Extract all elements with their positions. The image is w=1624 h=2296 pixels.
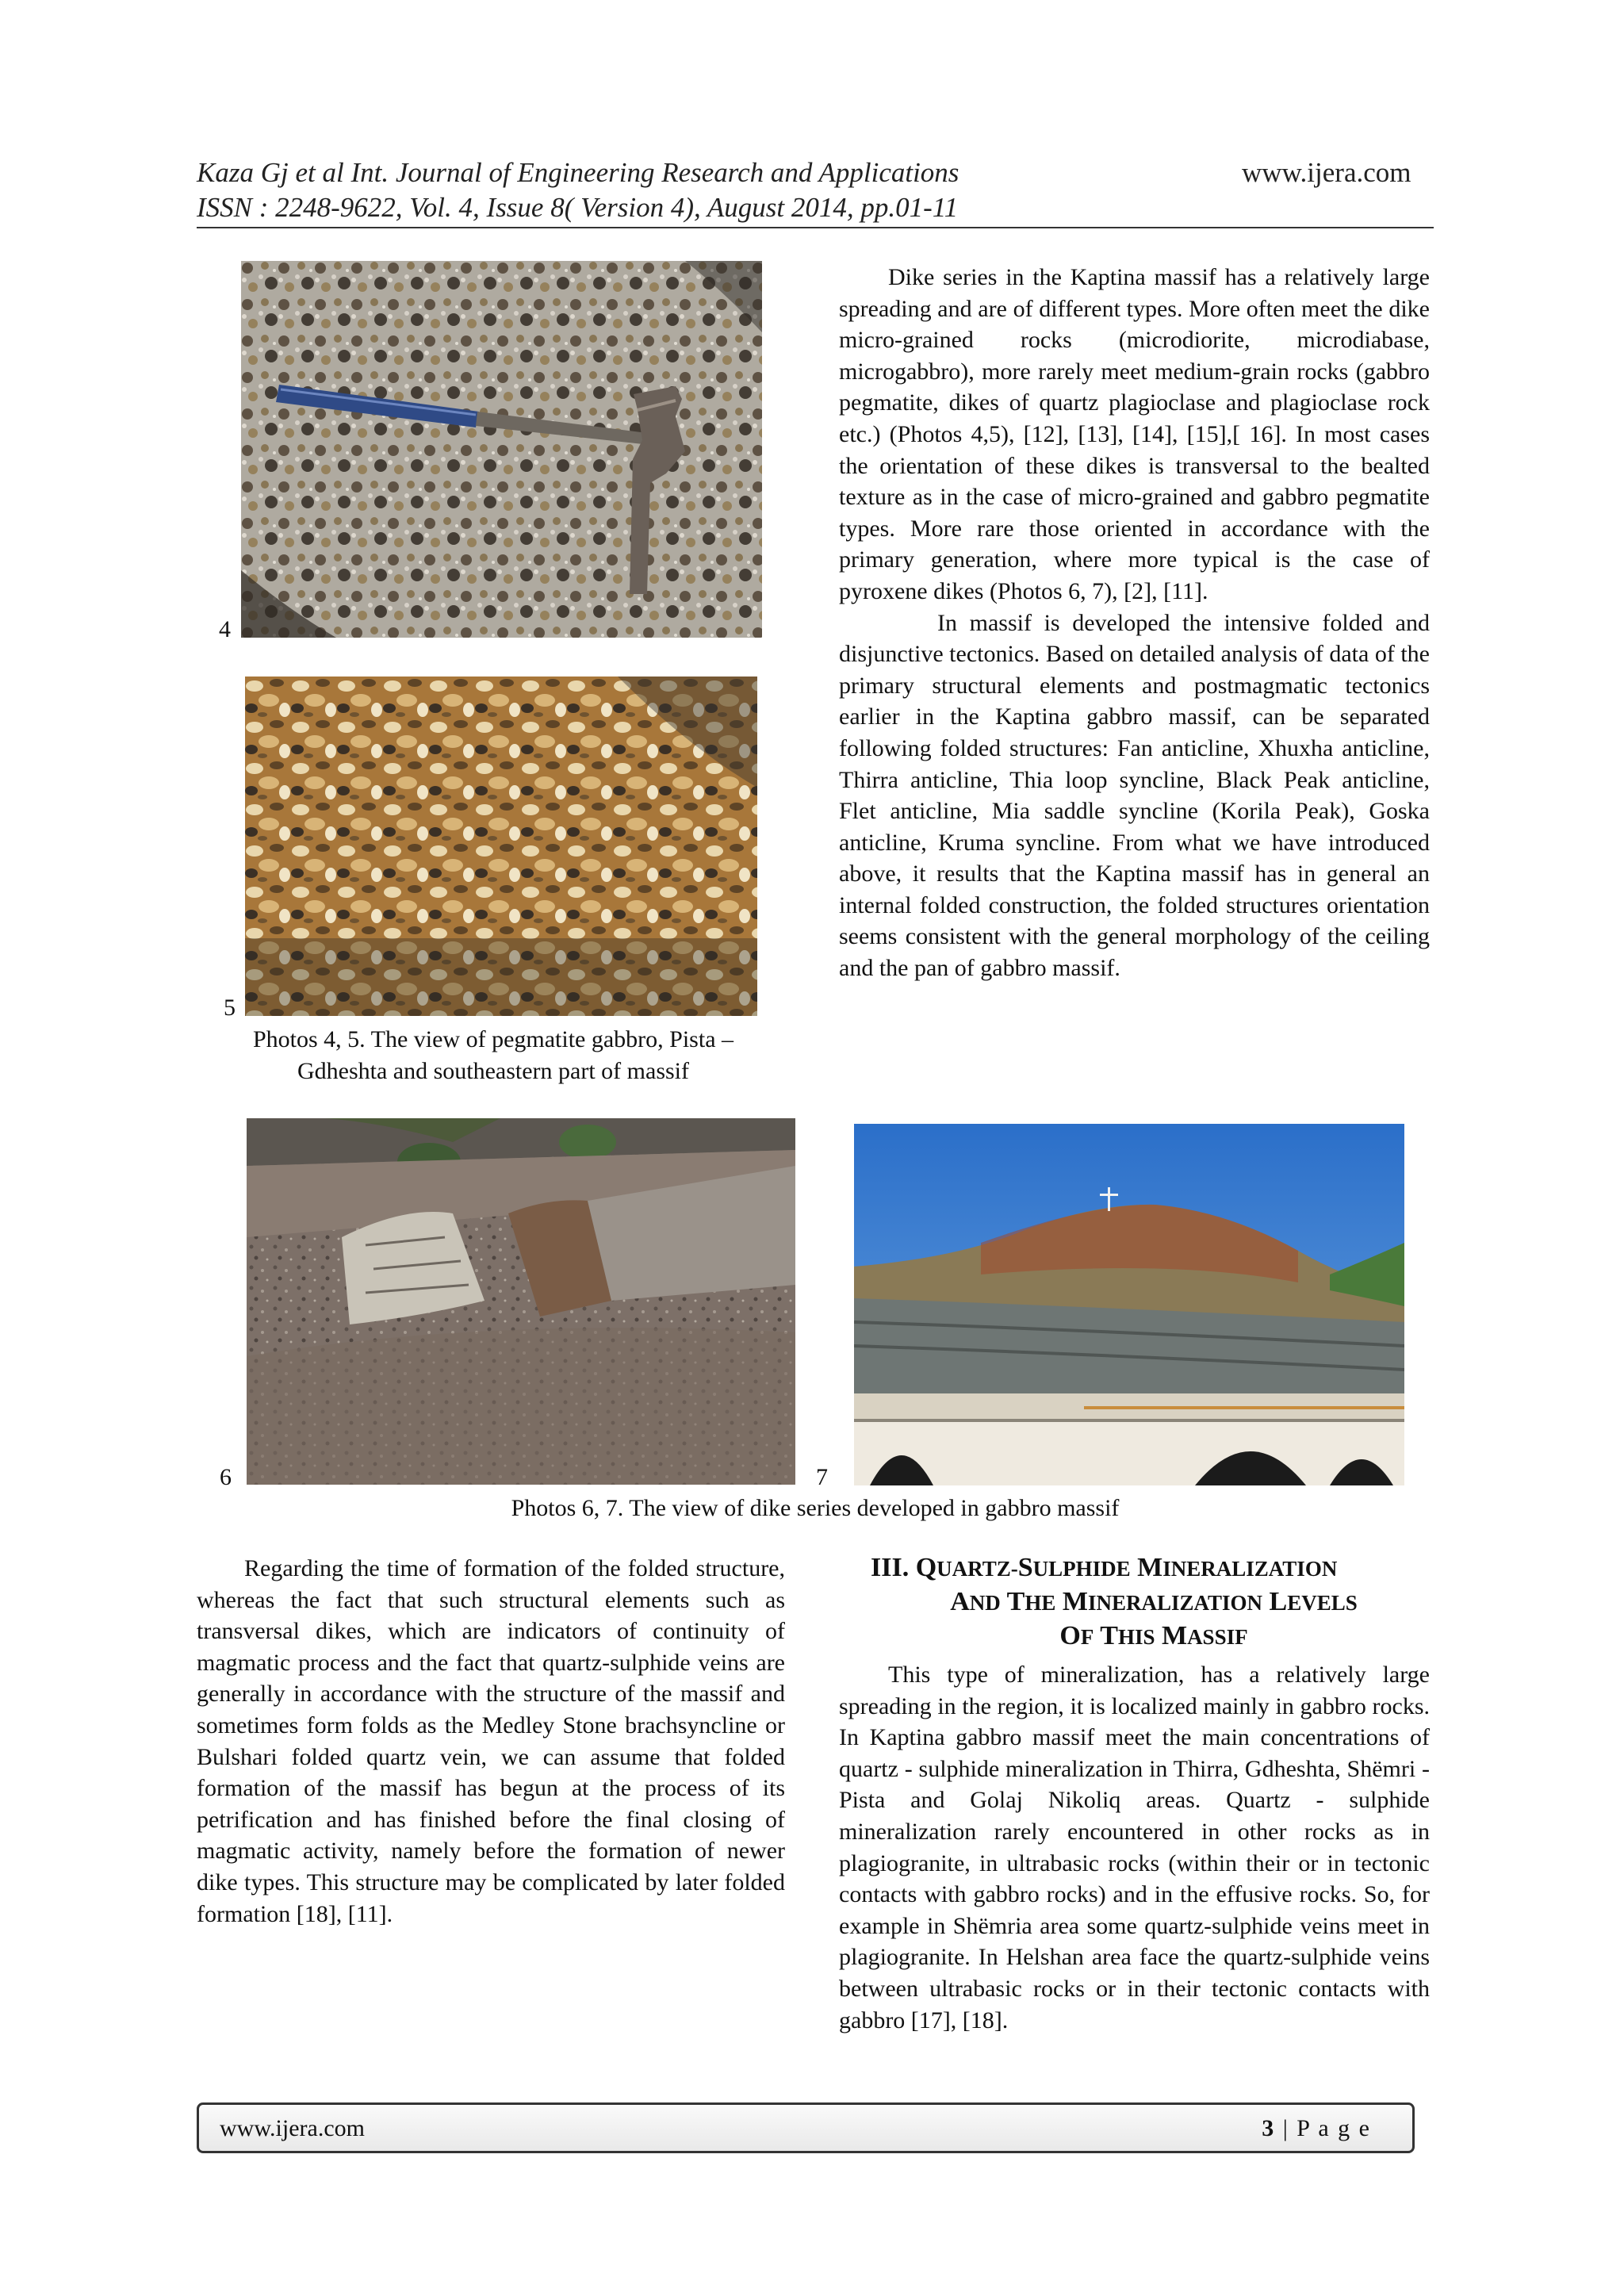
photo-6-dike-slope [247,1118,795,1485]
paragraph-dike-series: Dike series in the Kaptina massif has a relatively large spreading and are of different types. More often meet the dike micro-grained rocks (microdiorite, microdiabase, microgabbro), more rarely meet medium-grain rocks (gabbro pegmatite, dikes of quartz plagioclase and plagioclase rock etc.) (Photos 4,5), [12], [13], [14], [15],[ 16]. In most cases the orientation of these dikes is transversal to the bealted texture as in the case of micro-grained and gabbro pegmatite types. More rare those oriented in accordance with the primary generation, where more typical is the case of pyroxene dikes (Photos 6, 7), [2], [11]. [839,264,1430,604]
paragraph-folded-formation: Regarding the time of formation of the folded structure, whereas the fact that such structural elements such as transversal dikes, which are indicators of continuity of magmatic process and the fact that quartz-sulphide veins are generally in accordance with the structure of the massif and sometimes form folds as the Medley Stone brachsyncline or Bulshari folded quartz vein, we can assume that folded formation of the massif has begun at the process of its petrification and has finished before the final closing of magmatic activity, namely before the formation of newer dike types. This structure may be complicated by later folded formation [18], [11]. [197,1555,785,1927]
section-heading-iii: III. QUARTZ-SULPHIDE MINERALIZATION AND THE MINERALIZATION LEVELS OF THIS MASSIF [871,1553,1358,1650]
caption-photos-6-7: Photos 6, 7. The view of dike series developed in gabbro massif [511,1495,1120,1521]
issn-line: ISSN : 2248-9622, Vol. 4, Issue 8( Version 4), August 2014, pp.01-11 [197,192,959,223]
footer-website: www.ijera.com [220,2115,365,2141]
photo-5-label: 5 [224,995,236,1021]
photo-5-gabbro-closeup [245,677,757,1016]
photo-4-pegmatite-gabbro [241,261,762,638]
photo-7-hill-tunnel [854,1124,1404,1485]
header-rule [197,227,1434,228]
paragraph-mineralization: This type of mineralization, has a relatively large spreading in the region, it is localized mainly in gabbro rocks. In Kaptina gabbro massif meet the main concentrations of quartz - sulphide mineralization in Thirra, Gdheshta, Shëmri - Pista and Golaj Nikoliq areas. Quartz - sulphide mineralization rarely encountered in other rocks as in plagiogranite, in ultrabasic rocks (within their or in tectonic contacts with gabbro rocks) and in the effusive rocks. So, for example in Shëmria area some quartz-sulphide veins meet in plagiogranite. In Helshan area face the quartz-sulphide veins between ultrabasic rocks or in their tectonic contacts with gabbro [17], [18]. [839,1662,1430,2033]
caption-photos-4-5-line2: Gdheshta and southeastern part of massif [297,1058,690,1084]
paragraph-tectonics: In massif is developed the intensive folded and disjunctive tectonics. Based on detailed analysis of data of the primary structural elements and postmagmatic tectonics earlier in the Kaptina gabbro massif, can be separated following folded structures: Fan anticline, Xhuxha anticline, Thirra anticline, Thia loop syncline, Black Peak anticline, Flet anticline, Mia saddle syncline (Korila Peak), Goska anticline, Kruma syncline. From what we have introduced above, it results that the Kaptina massif has in general an internal folded construction, the folded structures orientation seems consistent with the general morphology of the ceiling and the pan of gabbro massif. [839,609,1430,982]
footer-page-number: 3 | P a g e [1262,2115,1371,2141]
photo-7-label: 7 [816,1464,828,1490]
left-column-lower-text [197,1553,785,1930]
journal-website: www.ijera.com [1242,157,1411,188]
photo-6-label: 6 [220,1464,232,1490]
journal-title: Kaza Gj et al Int. Journal of Engineering Research and Applications [197,157,959,188]
page-footer [197,2102,1415,2153]
photo-4-label: 4 [219,616,231,642]
caption-photos-4-5-line1: Photos 4, 5. The view of pegmatite gabbro, Pista – [252,1026,734,1052]
right-column-upper-text [839,262,1430,984]
right-column-lower-text [839,1659,1430,2036]
